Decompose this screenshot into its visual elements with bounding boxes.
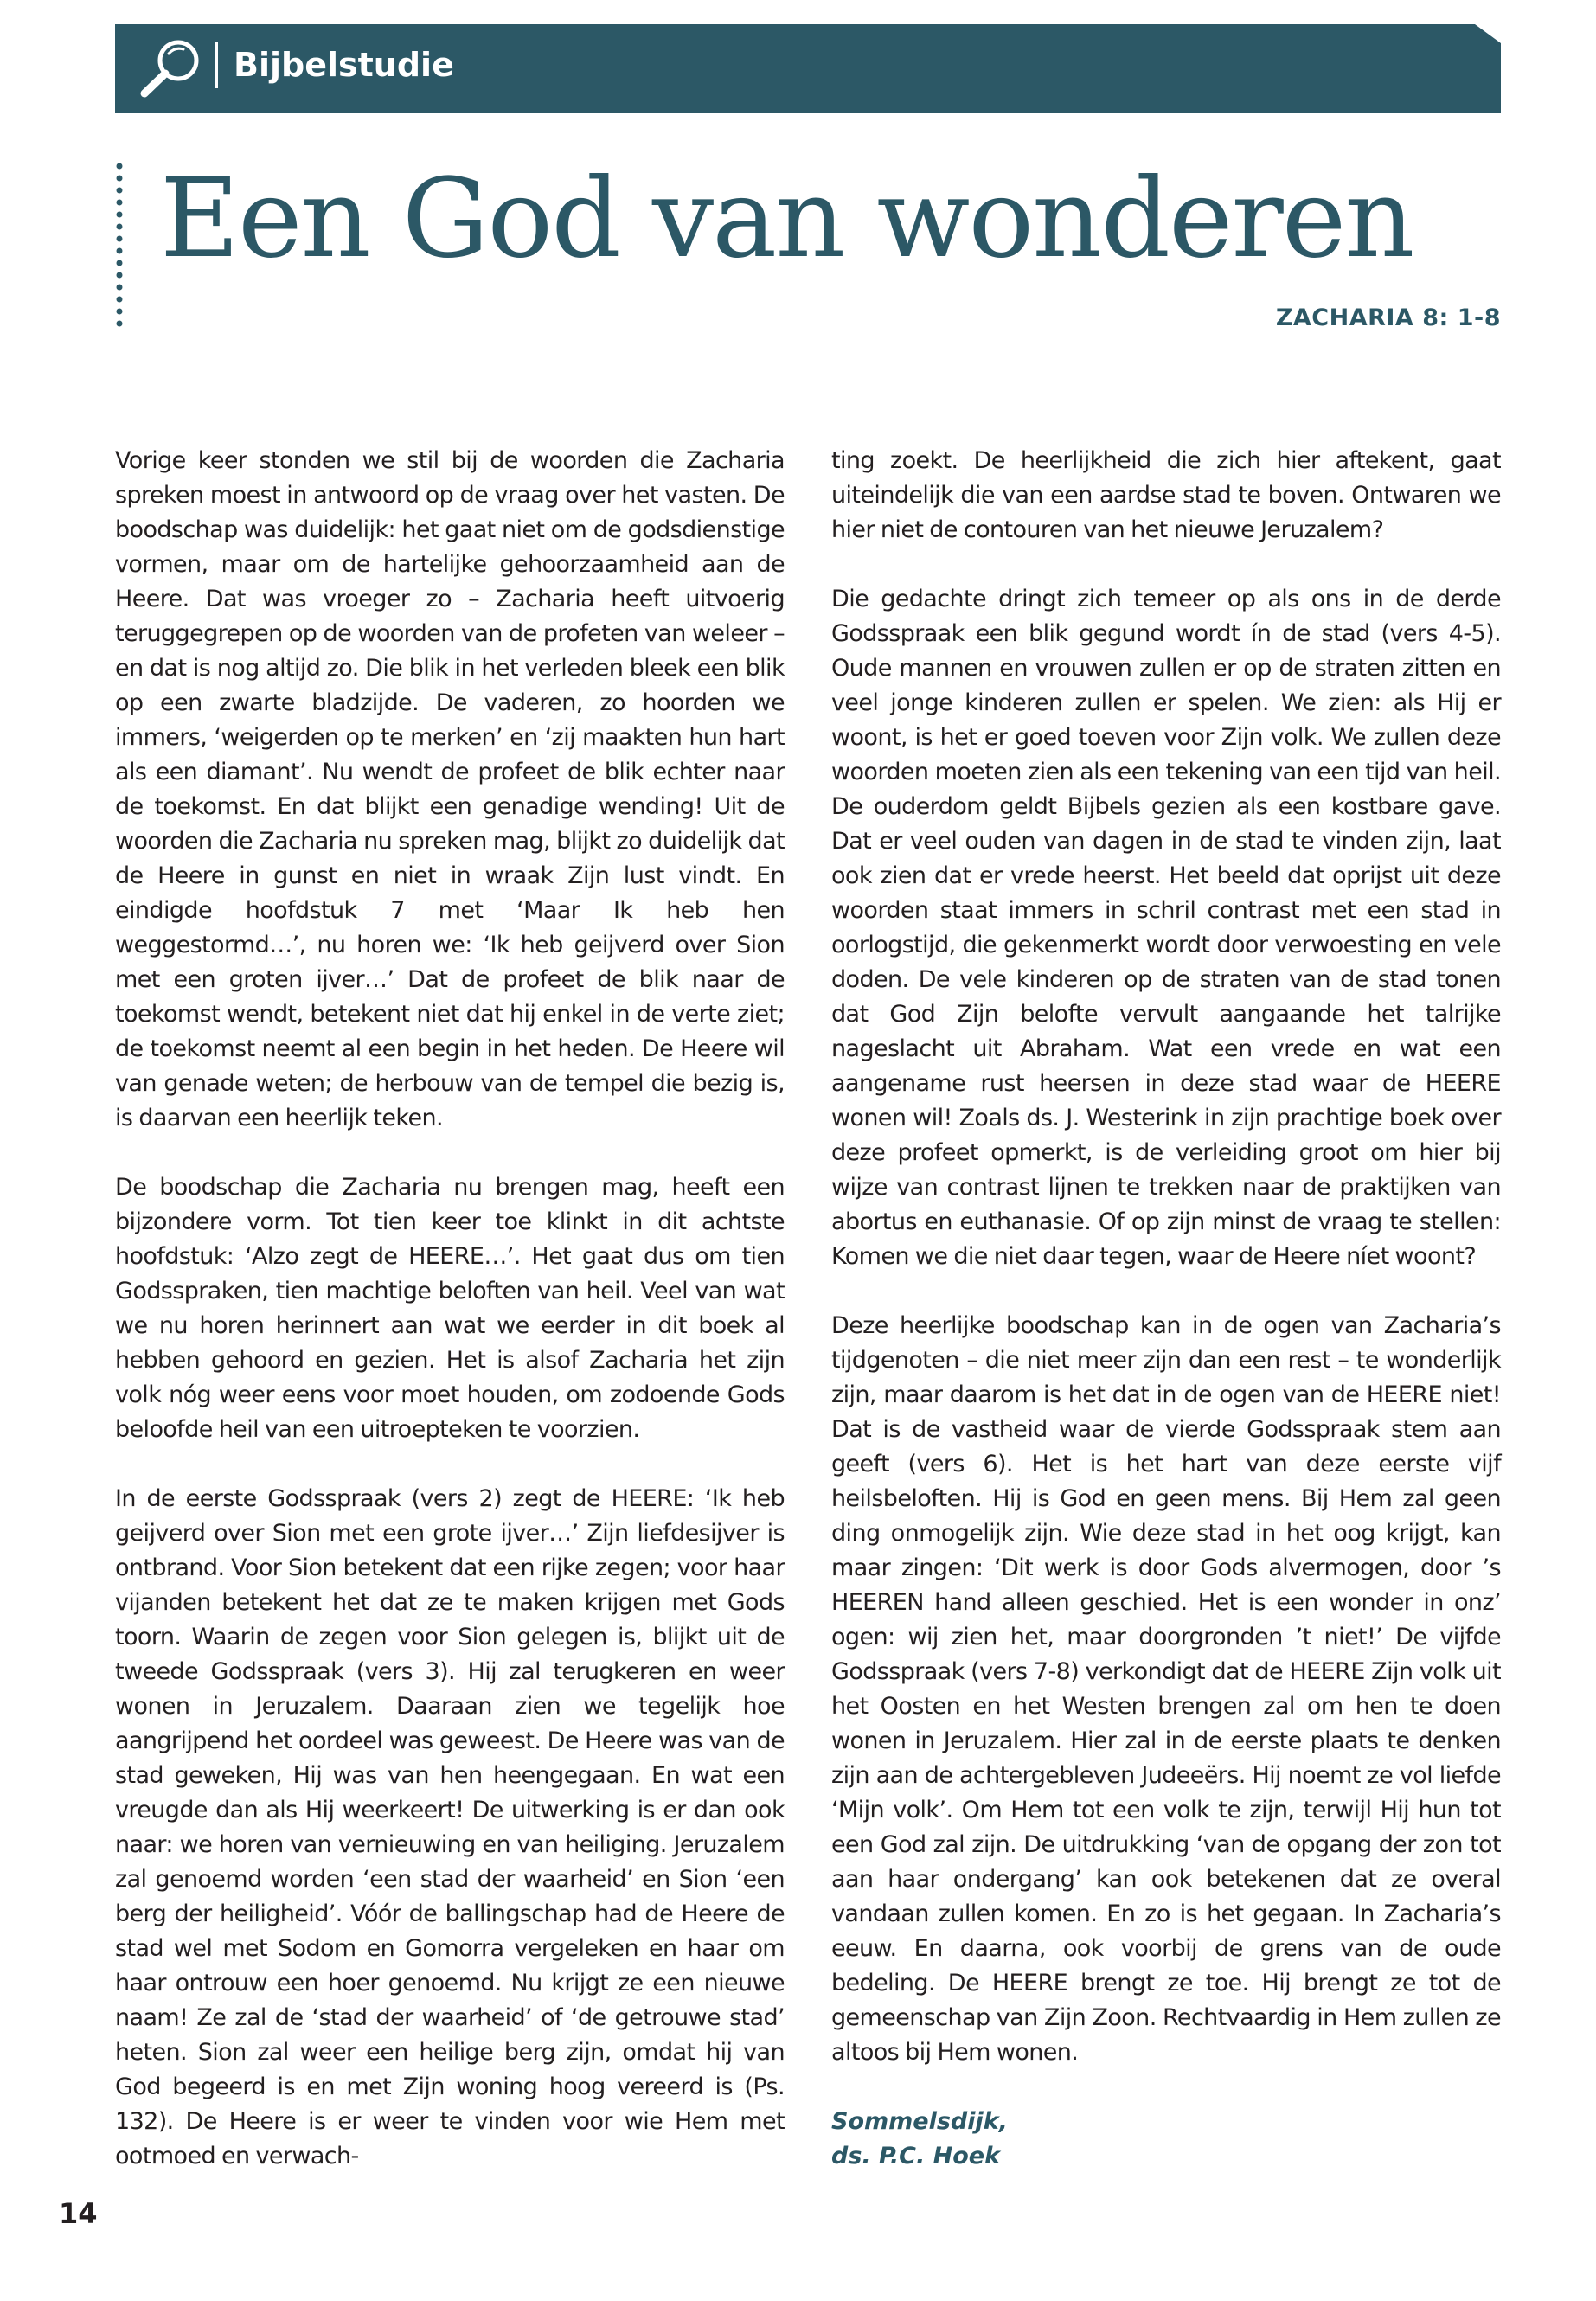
scripture-reference: ZACHARIA 8: 1-8 xyxy=(1275,304,1501,331)
page-number: 14 xyxy=(59,2197,98,2230)
section-header xyxy=(115,24,1501,113)
paragraph: De boodschap die Zacharia nu brengen mag, heeft een bijzondere vorm. Tot tien keer toe klinkt in dit achtste hoofdstuk: ‘Alzo zegt de HEERE…’. Het gaat dus om tien Godsspraken, tien machtige beloften van heil. Veel van wat we nu horen herinnert aan wat we eerder in dit boek al hebben gehoord en gezien. Het is alsof Zacharia het zijn volk nóg weer eens voor moet houden, om zodoende Gods beloofde heil van een uitroepteken te voorzien. xyxy=(115,1174,785,1443)
right-column xyxy=(831,444,1501,2174)
dotted-rule xyxy=(114,161,125,334)
left-column xyxy=(115,444,785,2208)
paragraph: Die gedachte dringt zich temeer op als ons in de derde Godsspraak een blik gegund wordt ín de stad (vers 4-5). Oude mannen en vrouwen zullen er op de straten zitten en veel jonge kinderen zullen er spelen. We zien: als Hij er woont, is het er goed toeven voor Zijn volk. We zullen deze woorden moeten zien als een tekening van een tijd van heil. De ouderdom geldt Bijbels gezien als een kostbare gave. Dat er veel ouden van dagen in de stad te vinden zijn, laat ook zien dat er vrede heerst. Het beeld dat oprijst uit deze woorden staat immers in schril contrast met een stad in oorlogstijd, die gekenmerkt wordt door verwoesting en vele doden. De vele kinderen op de straten van de stad tonen dat God Zijn belofte vervult aangaande het talrijke nageslacht uit Abraham. Wat een vrede en wat een aangename rust heersen in deze stad waar de HEERE wonen wil! Zoals ds. J. Westerink in zijn prachtige boek over deze profeet opmerkt, is de verleiding groot om hier bij wijze van contrast lijnen te trekken naar de praktijken van abortus en euthanasie. Of op zijn minst de vraag te stellen: Komen we die niet daar tegen, waar de Heere níet woont? xyxy=(831,586,1501,1270)
signature-place: Sommelsdijk, xyxy=(831,2108,1008,2135)
paragraph: ting zoekt. De heerlijkheid die zich hier aftekent, gaat uiteindelijk die van een aardse stad te boven. Ontwaren we hier niet de contouren van het nieuwe Jeruzalem? xyxy=(831,447,1501,543)
paragraph: In de eerste Godsspraak (vers 2) zegt de HEERE: ‘Ik heb geijverd over Sion met een grote ijver…’ Zijn liefdesijver is ontbrand. Voor Sion betekent dat een rijke zegen; voor haar vijanden betekent het dat ze te maken krijgen met Gods toorn. Waarin de zegen voor Sion gelegen is, blijkt uit de tweede Godsspraak (vers 3). Hij zal terugkeren en weer wonen in Jeruzalem. Daaraan zien we tegelijk hoe aangrijpend het oordeel was geweest. De Heere was van de stad geweken, Hij was van hen heengegaan. En wat een vreugde dan als Hij weerkeert! De uitwerking is er dan ook naar: we horen van vernieuwing en van heiliging. Jeruzalem zal genoemd worden ‘een stad der waarheid’ en Sion ‘een berg der heiligheid’. Vóór de ballingschap had de Heere de stad wel met Sodom en Gomorra vergeleken en haar om haar ontrouw een hoer genoemd. Nu krijgt ze een nieuwe naam! Ze zal de ‘stad der waarheid’ of ‘de getrouwe stad’ heten. Sion zal weer een heilige berg zijn, omdat hij van God begeerd is en met Zijn woning hoog vereerd is (Ps. 132). De Heere is er weer te vinden voor wie Hem met ootmoed en verwach- xyxy=(115,1485,785,2170)
article-title: Een God van wonderen xyxy=(160,155,1413,282)
signature-name: ds. P.C. Hoek xyxy=(831,2143,1001,2170)
header-divider xyxy=(215,42,218,88)
magnifier-icon xyxy=(136,35,205,102)
section-label: Bijbelstudie xyxy=(234,46,454,84)
paragraph: Vorige keer stonden we stil bij de woorden die Zacharia spreken moest in antwoord op de vraag over het vasten. De boodschap was duidelijk: het gaat niet om de godsdienstige vormen, maar om de hartelijke gehoorzaamheid aan de Heere. Dat was vroeger zo – Zacharia heeft uitvoerig teruggegrepen op de woorden van de profeten van weleer – en dat is nog altijd zo. Die blik in het verleden bleek een blik op een zwarte bladzijde. De vaderen, zo hoorden we immers, ‘weigerden op te merken’ en ‘zij maakten hun hart als een diamant’. Nu wendt de profeet de blik echter naar de toekomst. En dat blijkt een genadige wending! Uit de woorden die Zacharia nu spreken mag, blijkt zo duidelijk dat de Heere in gunst en niet in wraak Zijn lust vindt. En eindigde hoofdstuk 7 met ‘Maar Ik heb hen weggestormd…’, nu horen we: ‘Ik heb geijverd over Sion met een groten ijver…’ Dat de profeet de blik naar de toekomst wendt, betekent niet dat hij enkel in de verte ziet; de toekomst neemt al een begin in het heden. De Heere wil van genade weten; de herbouw van de tempel die bezig is, is daarvan een heerlijk teken. xyxy=(115,447,785,1131)
paragraph: Deze heerlijke boodschap kan in de ogen van Zacharia’s tijdgenoten – die niet meer zijn dan een rest – te wonderlijk zijn, maar daarom is het dat in de ogen van de HEERE niet! Dat is de vastheid waar de vierde Godsspraak stem aan geeft (vers 6). Het is het hart van deze eerste vijf heilsbeloften. Hij is God en geen mens. Bij Hem zal geen ding onmogelijk zijn. Wie deze stad in het oog krijgt, kan maar zingen: ‘Dit werk is door Gods alvermogen, door ’s HEEREN hand alleen geschied. Het is een wonder in onz’ ogen: wij zien het, maar doorgronden ’t niet!’ De vijfde Godsspraak (vers 7-8) verkondigt dat de HEERE Zijn volk uit het Oosten en het Westen brengen zal om hen te doen wonen in Jeruzalem. Hier zal in de eerste plaats te denken zijn aan de achtergebleven Judeeërs. Hij noemt ze vol liefde ‘Mijn volk’. Om Hem tot een volk te zijn, terwijl Hij hun tot een God zal zijn. De uitdrukking ‘van de opgang der zon tot aan haar ondergang’ kan ook betekenen dat ze overal vandaan zullen komen. En zo is het gegaan. In Zacharia’s eeuw. En daarna, ook voorbij de grens van de oude bedeling. De HEERE brengt ze toe. Hij brengt ze tot de gemeenschap van Zijn Zoon. Rechtvaardig in Hem zullen ze altoos bij Hem wonen. xyxy=(831,1312,1501,2066)
